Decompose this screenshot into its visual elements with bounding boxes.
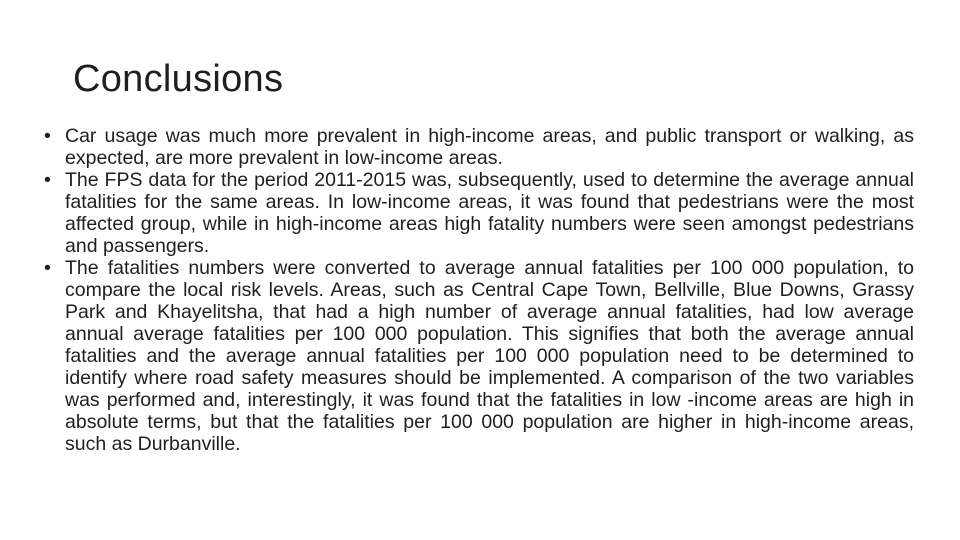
bullet-item-2 bbox=[44, 169, 914, 257]
bullet-item-1 bbox=[44, 125, 914, 169]
slide-title: Conclusions bbox=[73, 58, 284, 100]
bullet-marker: • bbox=[44, 257, 51, 279]
bullet-item-3 bbox=[44, 257, 914, 455]
bullet-text: Car usage was much more prevalent in high-income areas, and public transport or walking, as expected, are more prevalent in low-income areas. bbox=[65, 125, 914, 169]
bullet-marker: • bbox=[44, 169, 51, 191]
bullet-marker: • bbox=[44, 125, 51, 147]
bullet-text: The fatalities numbers were converted to average annual fatalities per 100 000 population, to compare the local risk levels. Areas, such as Central Cape Town, Bellville, Blue Downs, Grassy Park and Khayelitsha, that had a high number of average annual fatalities, had low average annual average fatalities per 100 000 population. This signifies that both the average annual fatalities and the average annual fatalities per 100 000 population need to be determined to identify where road safety measures should be implemented. A comparison of the two variables was performed and, interestingly, it was found that the fatalities in low -income areas are high in absolute terms, but that the fatalities per 100 000 population are higher in high-income areas, such as Durbanville. bbox=[65, 257, 914, 455]
bullet-text: The FPS data for the period 2011-2015 was, subsequently, used to determine the average annual fatalities for the same areas. In low-income areas, it was found that pedestrians were the most affected group, while in high-income areas high fatality numbers were seen amongst pedestrians and passengers. bbox=[65, 169, 914, 257]
bullet-list bbox=[44, 125, 914, 455]
